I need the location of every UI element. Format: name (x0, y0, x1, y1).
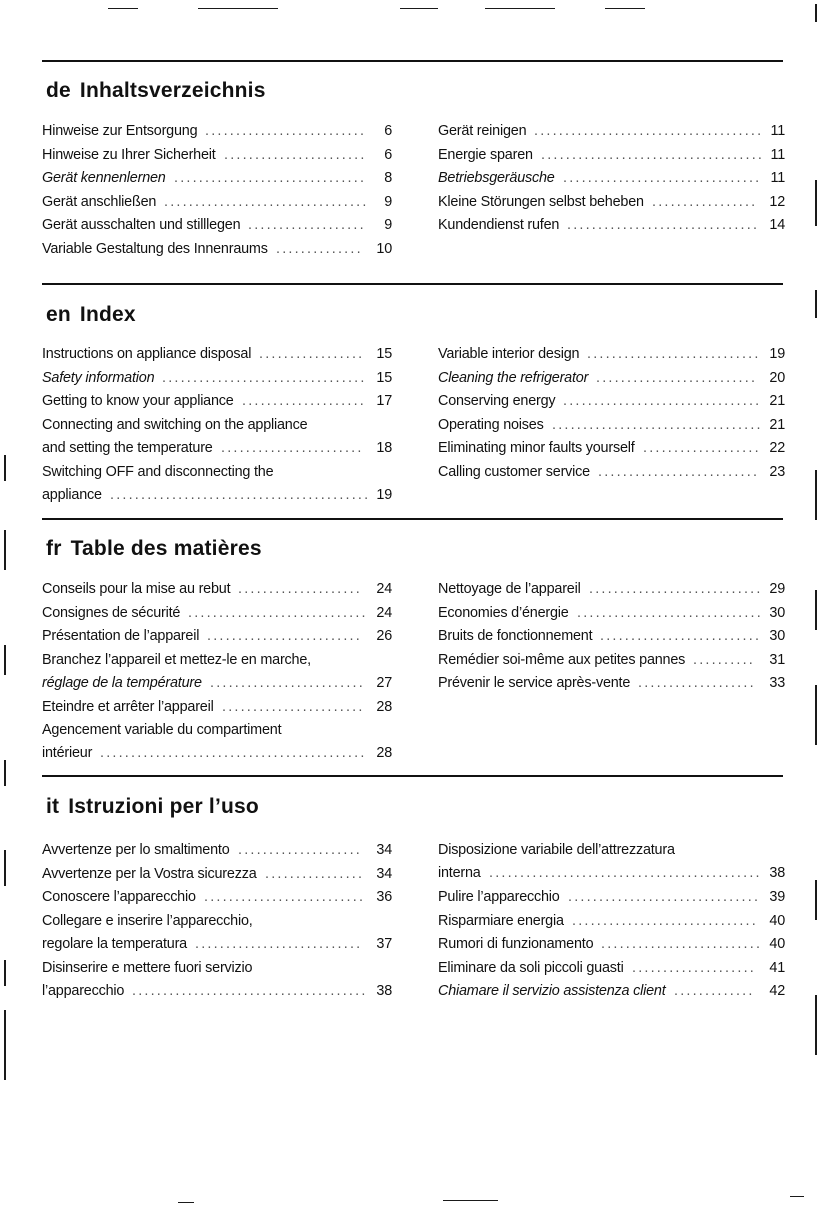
leader-dots: ....................... (224, 146, 367, 163)
page-number: 34 (376, 865, 392, 882)
scan-mark (4, 960, 6, 986)
leader-dots: ......................... (210, 674, 365, 691)
leader-dots: .................... (238, 842, 362, 858)
entry-title: Gerät ausschalten und stilllegen (42, 217, 241, 233)
page-number: 38 (769, 865, 785, 881)
scan-mark (815, 4, 817, 22)
toc-entry (438, 650, 785, 671)
leader-dots: ........................................... (100, 745, 367, 761)
leader-dots: ................................ (563, 393, 762, 409)
entry-title: Présentation de l’appareil (42, 628, 200, 644)
page-number: 6 (384, 146, 392, 163)
toc-entry (42, 840, 392, 861)
entry-title: Instructions on appliance disposal (42, 346, 252, 362)
page-number: 30 (769, 628, 785, 644)
page-number: 20 (769, 369, 785, 386)
leader-dots: .......... (693, 651, 755, 668)
entry-title: Bruits de fonctionnement (438, 628, 593, 644)
page-number: 18 (376, 439, 392, 456)
toc-entry (42, 215, 392, 236)
leader-dots: ............................... (568, 889, 761, 905)
page-number: 42 (769, 983, 785, 999)
entry-title-line1: Collegare e inserire l’apparecchio, (42, 912, 253, 929)
page-number: 28 (376, 745, 392, 761)
entry-title: Conseils pour la mise au rebut (42, 581, 231, 597)
toc-entry (42, 145, 392, 166)
toc-entry (438, 958, 785, 979)
leader-dots: ............. (674, 983, 755, 999)
leader-dots: ............................ (587, 346, 761, 362)
leader-dots: ................ (265, 865, 365, 882)
scan-mark (815, 995, 817, 1055)
entry-title: Chiamare il servizio assistenza client (438, 983, 666, 999)
section-rule (42, 283, 783, 285)
page-number: 41 (769, 959, 785, 976)
toc-entry (42, 192, 392, 213)
page-number: 21 (769, 393, 785, 409)
toc-entry (438, 121, 785, 142)
leader-dots: .............................. (577, 604, 763, 621)
page-number: 22 (769, 440, 785, 456)
scan-mark (815, 290, 817, 318)
scan-mark (605, 8, 645, 9)
leader-dots: .................... (632, 959, 756, 976)
toc-entry (42, 626, 392, 647)
toc-entry (42, 462, 392, 506)
leader-dots: ....................... (222, 698, 365, 715)
leader-dots: ............................. (188, 604, 368, 621)
entry-title: Consignes de sécurité (42, 604, 181, 621)
entry-title: Risparmiare energia (438, 912, 564, 929)
entry-title: Variable Gestaltung des Innenraums (42, 240, 268, 257)
entry-title: Gerät kennenlernen (42, 170, 166, 186)
toc-entry (42, 887, 392, 908)
entry-title: Calling customer service (438, 463, 590, 480)
entry-title: Hinweise zu Ihrer Sicherheit (42, 146, 216, 163)
language-code: fr (46, 537, 62, 560)
toc-entry (42, 344, 392, 365)
toc-entry (438, 981, 785, 1002)
entry-title: Getting to know your appliance (42, 393, 234, 409)
toc-entry (438, 934, 785, 955)
leader-dots: ................... (638, 675, 756, 691)
entry-title-line1: Disinserire e mettere fuori servizio (42, 959, 253, 976)
toc-entry (438, 368, 785, 389)
toc-entry (42, 720, 392, 764)
page-number: 11 (770, 170, 785, 186)
entry-title: Variable interior design (438, 346, 580, 362)
leader-dots: .......................... (205, 123, 367, 139)
leader-dots: .......................... (598, 463, 760, 480)
page-number: 30 (769, 604, 785, 621)
leader-dots: .............. (276, 240, 363, 257)
page-number: 23 (769, 463, 785, 480)
leader-dots: ............................ (589, 581, 763, 597)
page-number: 38 (376, 982, 392, 999)
page-number: 24 (376, 604, 392, 621)
leader-dots: .......................... (204, 889, 366, 905)
scan-mark (815, 685, 817, 745)
entry-title: Gerät reinigen (438, 123, 527, 139)
toc-entry (438, 192, 785, 213)
leader-dots: ............................................ (489, 865, 762, 881)
toc-entry (438, 415, 785, 436)
leader-dots: .................... (242, 393, 366, 409)
toc-entry (42, 603, 392, 624)
entry-title: Economies d’énergie (438, 604, 569, 621)
scan-mark (790, 1196, 804, 1197)
section-title: Table des matières (70, 537, 262, 560)
entry-title: Pulire l’apparecchio (438, 889, 560, 905)
entry-title: Conserving energy (438, 393, 556, 409)
leader-dots: ............................... (567, 217, 760, 233)
page-number: 8 (384, 170, 392, 186)
entry-title: Operating noises (438, 416, 544, 433)
section-rule (42, 775, 783, 777)
scan-mark (815, 590, 817, 630)
entry-title: Energie sparen (438, 146, 533, 163)
entry-title: Safety information (42, 369, 155, 386)
page-number: 29 (769, 581, 785, 597)
page-number: 34 (376, 842, 392, 858)
section-heading (46, 795, 259, 819)
leader-dots: ................................. (164, 193, 369, 210)
page-number: 39 (769, 889, 785, 905)
language-code: de (46, 79, 71, 102)
entry-title: Conoscere l’apparecchio (42, 889, 196, 905)
scan-mark (815, 880, 817, 920)
toc-entry (42, 650, 392, 694)
entry-title: Avvertenze per lo smaltimento (42, 842, 230, 858)
language-code: en (46, 303, 71, 326)
leader-dots: .................... (238, 581, 362, 597)
page-number: 19 (769, 346, 785, 362)
toc-entry (42, 864, 392, 885)
scan-mark (815, 180, 817, 226)
entry-title-line1: Disposizione variabile dell’attrezzatura (438, 842, 675, 858)
toc-entry (438, 579, 785, 600)
scan-mark (4, 1010, 6, 1080)
entry-title-line2: regolare la temperatura (42, 935, 187, 952)
leader-dots: ...................................... (132, 982, 368, 999)
entry-title: Betriebsgeräusche (438, 170, 555, 186)
entry-title: Eliminare da soli piccoli guasti (438, 959, 624, 976)
toc-entry (42, 239, 392, 260)
page-number: 17 (376, 393, 392, 409)
entry-title-line2: l’apparecchio (42, 982, 125, 999)
entry-title-line2: and setting the temperature (42, 439, 213, 456)
page-number: 27 (376, 674, 392, 691)
entry-title: Eliminating minor faults yourself (438, 440, 635, 456)
section-title: Istruzioni per l’uso (68, 795, 259, 818)
scan-mark (4, 455, 6, 481)
leader-dots: ............................... (174, 170, 367, 186)
entry-title: Eteindre et arrêter l’appareil (42, 698, 214, 715)
entry-title: Remédier soi-même aux petites pannes (438, 651, 686, 668)
entry-title-line2: intérieur (42, 745, 93, 761)
leader-dots: ......................... (207, 628, 362, 644)
leader-dots: .............................. (572, 912, 758, 929)
leader-dots: ........................... (195, 935, 363, 952)
page-number: 15 (376, 346, 392, 362)
entry-title: Rumori di funzionamento (438, 936, 594, 952)
scan-mark (815, 470, 817, 520)
page-number: 10 (376, 240, 392, 257)
page-number: 15 (376, 369, 392, 386)
leader-dots: ................... (643, 440, 761, 456)
toc-entry (42, 415, 392, 459)
scan-mark (198, 8, 278, 9)
section-title: Index (79, 303, 136, 326)
scan-mark (485, 8, 555, 9)
toc-entry (438, 911, 785, 932)
toc-entry (42, 579, 392, 600)
toc-entry (438, 438, 785, 459)
page-number: 24 (376, 581, 392, 597)
toc-entry (42, 391, 392, 412)
entry-title: Nettoyage de l’appareil (438, 581, 581, 597)
page-number: 9 (384, 193, 392, 210)
section-heading (46, 537, 262, 561)
page-number: 9 (384, 217, 392, 233)
toc-entry (42, 958, 392, 1002)
scan-mark (443, 1200, 498, 1201)
entry-title-line1: Connecting and switching on the appliance (42, 416, 308, 433)
page-number: 33 (769, 675, 785, 691)
page-number: 11 (770, 123, 785, 139)
page-number: 19 (376, 486, 392, 503)
entry-title-line1: Branchez l’appareil et mettez-le en marche, (42, 651, 311, 668)
leader-dots: .......................... (601, 936, 763, 952)
page-number: 31 (769, 651, 785, 668)
entry-title-line2: appliance (42, 486, 102, 503)
toc-entry (438, 462, 785, 483)
entry-title: Hinweise zur Entsorgung (42, 123, 198, 139)
toc-entry (438, 168, 785, 189)
toc-entry (438, 887, 785, 908)
entry-title: Kleine Störungen selbst beheben (438, 193, 644, 210)
page-number: 40 (769, 912, 785, 929)
toc-entry (438, 840, 785, 884)
toc-entry (42, 697, 392, 718)
toc-entry (42, 168, 392, 189)
scan-mark (4, 645, 6, 675)
page-number: 6 (384, 123, 392, 139)
entry-title-line2: interna (438, 865, 481, 881)
leader-dots: .................................. (552, 416, 763, 433)
entry-title: Kundendienst rufen (438, 217, 560, 233)
leader-dots: ................................ (563, 170, 762, 186)
page-number: 37 (376, 935, 392, 952)
toc-entry (438, 145, 785, 166)
toc-entry (438, 603, 785, 624)
page-number: 26 (376, 628, 392, 644)
leader-dots: .......................... (596, 369, 758, 386)
toc-entry (438, 344, 785, 365)
entry-title: Cleaning the refrigerator (438, 369, 589, 386)
entry-title-line2: réglage de la température (42, 674, 202, 691)
section-title: Inhaltsverzeichnis (79, 79, 266, 102)
toc-entry (42, 121, 392, 142)
section-heading (46, 79, 266, 103)
scan-mark (400, 8, 438, 9)
toc-entry (438, 673, 785, 694)
entry-title: Gerät anschließen (42, 193, 157, 210)
language-code: it (46, 795, 60, 818)
toc-entry (438, 215, 785, 236)
page-number: 12 (769, 193, 785, 210)
page-number: 11 (770, 146, 785, 163)
entry-title: Avvertenze per la Vostra sicurezza (42, 865, 257, 882)
page-number: 28 (376, 698, 392, 715)
toc-entry (42, 368, 392, 389)
toc-entry (438, 391, 785, 412)
scan-mark (4, 530, 6, 570)
page-number: 21 (769, 416, 785, 433)
page-number: 40 (769, 936, 785, 952)
toc-entry (438, 626, 785, 647)
leader-dots: ................................. (162, 369, 367, 386)
section-rule (42, 518, 783, 520)
scan-mark (4, 850, 6, 886)
leader-dots: .................................... (541, 146, 765, 163)
leader-dots: ..................................... (534, 123, 764, 139)
leader-dots: ................. (652, 193, 758, 210)
scan-mark (108, 8, 138, 9)
page-number: 14 (769, 217, 785, 233)
leader-dots: ....................... (221, 439, 364, 456)
leader-dots: ................. (259, 346, 365, 362)
leader-dots: ................... (248, 217, 366, 233)
entry-title: Prévenir le service après-vente (438, 675, 631, 691)
section-heading (46, 303, 136, 327)
page-number: 36 (376, 889, 392, 905)
entry-title-line1: Switching OFF and disconnecting the (42, 463, 274, 480)
scan-mark (4, 760, 6, 786)
toc-entry (42, 911, 392, 955)
leader-dots: .......................... (600, 628, 762, 644)
entry-title-line1: Agencement variable du compartiment (42, 722, 282, 738)
section-rule (42, 60, 783, 62)
leader-dots: .......................................... (110, 486, 371, 503)
scan-mark (178, 1202, 194, 1203)
